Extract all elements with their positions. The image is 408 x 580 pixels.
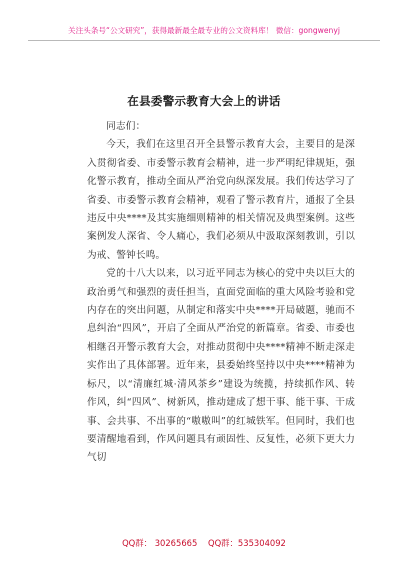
header-divider xyxy=(28,40,380,41)
header-banner: 关注头条号“公文研究”，获得最新最全最专业的公文资料库！ 微信：gongwenyj xyxy=(68,26,340,35)
footer-qq-group-2: QQ群：535304092 xyxy=(208,538,286,548)
document-title: 在县委警示教育大会上的讲话 xyxy=(127,94,281,108)
body-paragraph-2: 党的十八大以来，以习近平同志为核心的党中央以巨大的政治勇气和强烈的责任担当，直面党面临的重大风险考验和党内存在的突出问题，从制定和落实中央****开局破题，驰而不息纠治“四风”，开启了全面从严治党的新篇章。省委、市委也相继召开警示教育大会，对推动贯彻中央****精神不断走深走实作出了具体部署。近年来，县委始终坚持以中央****精神为标尺，以“清廉红城·清风茶乡”建设为统揽，持续抓作风、转作风，纠“四风”、树新风，推动建成了想干事、能干事、干成事、会共事、不出事的“嗷嗷叫”的红城铁军。但同时，我们也要清醒地看到，作风问题具有顽固性、反复性，必须下更大力气切 xyxy=(87,268,355,464)
footer xyxy=(0,538,408,549)
body-paragraph-1: 今天，我们在这里召开全县警示教育大会，主要目的是深入贯彻省委、市委警示教育会精神，进一步严明纪律规矩，强化警示教育，推动全面从严治党向纵深发展。我们传达学习了省委、市委警示教育会精神，观看了警示教育片，通报了全县违反中央****及其实施细则精神的相关情况及典型案例。这些案例发人深省、令人痛心，我们必须从中汲取深刻教训，引以为戒、警钟长鸣。 xyxy=(87,139,355,261)
footer-qq-group-1: QQ群： 30265665 xyxy=(122,538,198,548)
salutation: 同志们： xyxy=(106,121,146,132)
document-body xyxy=(87,118,355,468)
